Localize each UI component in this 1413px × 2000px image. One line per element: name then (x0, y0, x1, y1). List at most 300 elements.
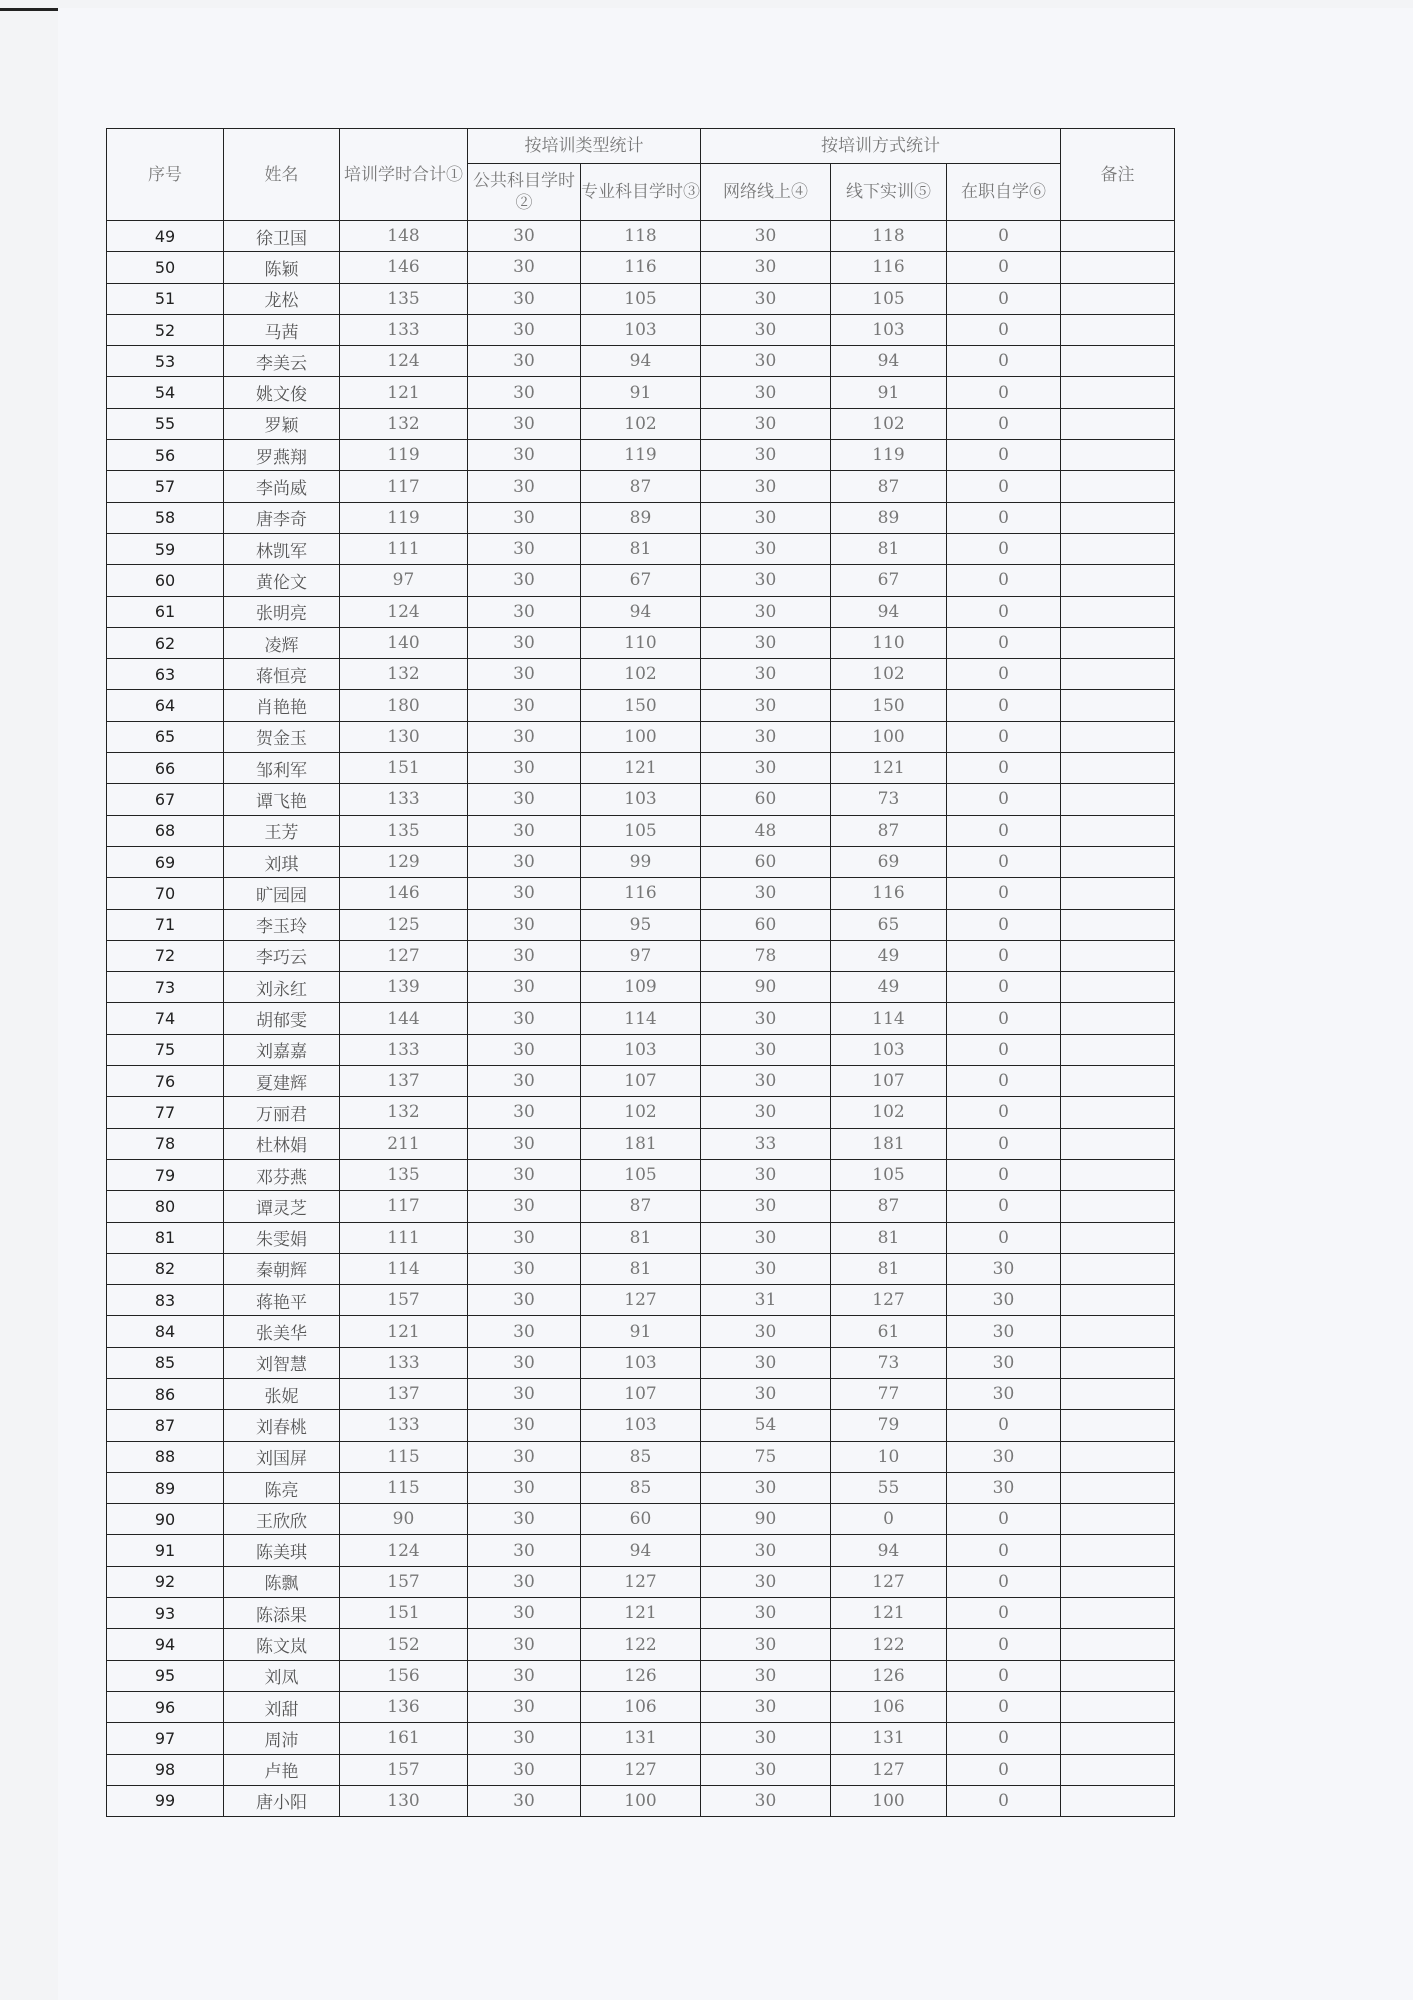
cell-online: 30 (701, 408, 831, 439)
cell-total: 119 (340, 502, 468, 533)
cell-name: 张美华 (224, 1316, 340, 1347)
cell-online: 30 (701, 1629, 831, 1660)
cell-total: 157 (340, 1566, 468, 1597)
header-by-type: 按培训类型统计 (468, 129, 701, 164)
cell-seq: 93 (107, 1598, 224, 1629)
cell-self-study: 0 (947, 1128, 1061, 1159)
cell-public: 30 (468, 1285, 581, 1316)
cell-public: 30 (468, 565, 581, 596)
cell-seq: 73 (107, 972, 224, 1003)
cell-self-study: 0 (947, 1723, 1061, 1754)
cell-seq: 76 (107, 1066, 224, 1097)
cell-professional: 67 (581, 565, 701, 596)
cell-name: 刘国屏 (224, 1441, 340, 1472)
cell-professional: 116 (581, 252, 701, 283)
cell-online: 90 (701, 972, 831, 1003)
cell-public: 30 (468, 1691, 581, 1722)
cell-online: 30 (701, 1034, 831, 1065)
cell-public: 30 (468, 1191, 581, 1222)
cell-seq: 56 (107, 440, 224, 471)
cell-name: 陈颖 (224, 252, 340, 283)
cell-name: 卢艳 (224, 1754, 340, 1785)
cell-self-study: 0 (947, 909, 1061, 940)
cell-seq: 52 (107, 314, 224, 345)
cell-professional: 81 (581, 1222, 701, 1253)
cell-public: 30 (468, 283, 581, 314)
cell-total: 144 (340, 1003, 468, 1034)
cell-seq: 99 (107, 1785, 224, 1816)
cell-total: 124 (340, 346, 468, 377)
cell-remarks (1061, 440, 1175, 471)
cell-professional: 122 (581, 1629, 701, 1660)
cell-name: 马茜 (224, 314, 340, 345)
cell-self-study: 30 (947, 1347, 1061, 1378)
cell-professional: 94 (581, 346, 701, 377)
cell-total: 136 (340, 1691, 468, 1722)
cell-seq: 74 (107, 1003, 224, 1034)
cell-total: 124 (340, 1535, 468, 1566)
cell-offline: 81 (831, 533, 947, 564)
training-hours-table (106, 128, 1175, 1817)
cell-public: 30 (468, 1034, 581, 1065)
cell-public: 30 (468, 1441, 581, 1472)
cell-remarks (1061, 1566, 1175, 1597)
cell-public: 30 (468, 1535, 581, 1566)
cell-self-study: 0 (947, 1504, 1061, 1535)
cell-self-study: 0 (947, 408, 1061, 439)
cell-seq: 57 (107, 471, 224, 502)
cell-name: 李尚威 (224, 471, 340, 502)
cell-self-study: 0 (947, 533, 1061, 564)
cell-offline: 150 (831, 690, 947, 721)
cell-remarks (1061, 1159, 1175, 1190)
cell-name: 蒋恒亮 (224, 659, 340, 690)
cell-public: 30 (468, 314, 581, 345)
table-row (107, 1535, 1175, 1566)
cell-public: 30 (468, 1128, 581, 1159)
cell-self-study: 0 (947, 784, 1061, 815)
cell-total: 119 (340, 440, 468, 471)
cell-public: 30 (468, 408, 581, 439)
cell-total: 156 (340, 1660, 468, 1691)
cell-total: 132 (340, 408, 468, 439)
cell-total: 146 (340, 878, 468, 909)
cell-total: 146 (340, 252, 468, 283)
cell-total: 117 (340, 1191, 468, 1222)
cell-online: 30 (701, 471, 831, 502)
cell-total: 90 (340, 1504, 468, 1535)
cell-name: 王欣欣 (224, 1504, 340, 1535)
cell-online: 30 (701, 1691, 831, 1722)
cell-professional: 103 (581, 314, 701, 345)
cell-seq: 79 (107, 1159, 224, 1190)
cell-self-study: 0 (947, 1222, 1061, 1253)
cell-professional: 127 (581, 1285, 701, 1316)
cell-seq: 72 (107, 940, 224, 971)
cell-public: 30 (468, 533, 581, 564)
table-body (107, 221, 1175, 1817)
table-row (107, 909, 1175, 940)
cell-remarks (1061, 1441, 1175, 1472)
cell-total: 117 (340, 471, 468, 502)
cell-remarks (1061, 846, 1175, 877)
cell-offline: 126 (831, 1660, 947, 1691)
cell-remarks (1061, 721, 1175, 752)
cell-professional: 118 (581, 221, 701, 252)
cell-self-study: 0 (947, 1629, 1061, 1660)
cell-offline: 102 (831, 408, 947, 439)
cell-total: 115 (340, 1441, 468, 1472)
cell-name: 刘智慧 (224, 1347, 340, 1378)
cell-total: 211 (340, 1128, 468, 1159)
cell-remarks (1061, 471, 1175, 502)
cell-online: 30 (701, 1253, 831, 1284)
cell-offline: 102 (831, 1097, 947, 1128)
cell-public: 30 (468, 972, 581, 1003)
cell-self-study: 30 (947, 1441, 1061, 1472)
cell-name: 杜林娟 (224, 1128, 340, 1159)
cell-name: 谭飞艳 (224, 784, 340, 815)
cell-online: 30 (701, 1097, 831, 1128)
cell-online: 30 (701, 565, 831, 596)
cell-online: 48 (701, 815, 831, 846)
cell-self-study: 0 (947, 565, 1061, 596)
cell-total: 152 (340, 1629, 468, 1660)
cell-offline: 10 (831, 1441, 947, 1472)
cell-seq: 86 (107, 1378, 224, 1409)
header-name: 姓名 (224, 129, 340, 221)
cell-total: 132 (340, 1097, 468, 1128)
cell-professional: 109 (581, 972, 701, 1003)
cell-professional: 105 (581, 815, 701, 846)
table-row (107, 1003, 1175, 1034)
cell-self-study: 0 (947, 283, 1061, 314)
cell-remarks (1061, 1316, 1175, 1347)
table-row (107, 1222, 1175, 1253)
cell-professional: 105 (581, 1159, 701, 1190)
cell-total: 129 (340, 846, 468, 877)
cell-professional: 150 (581, 690, 701, 721)
cell-online: 60 (701, 784, 831, 815)
cell-professional: 95 (581, 909, 701, 940)
cell-public: 30 (468, 1472, 581, 1503)
cell-seq: 85 (107, 1347, 224, 1378)
cell-total: 161 (340, 1723, 468, 1754)
cell-online: 30 (701, 659, 831, 690)
cell-online: 30 (701, 1347, 831, 1378)
cell-seq: 66 (107, 753, 224, 784)
cell-seq: 81 (107, 1222, 224, 1253)
cell-remarks (1061, 1128, 1175, 1159)
cell-total: 121 (340, 1316, 468, 1347)
cell-remarks (1061, 1034, 1175, 1065)
cell-name: 朱雯娟 (224, 1222, 340, 1253)
cell-seq: 53 (107, 346, 224, 377)
cell-remarks (1061, 1378, 1175, 1409)
cell-public: 30 (468, 1410, 581, 1441)
cell-offline: 122 (831, 1629, 947, 1660)
cell-seq: 68 (107, 815, 224, 846)
cell-self-study: 0 (947, 1410, 1061, 1441)
cell-online: 30 (701, 1566, 831, 1597)
cell-online: 60 (701, 846, 831, 877)
cell-remarks (1061, 1504, 1175, 1535)
table-row (107, 1723, 1175, 1754)
table-row (107, 408, 1175, 439)
cell-remarks (1061, 1629, 1175, 1660)
cell-name: 陈文岚 (224, 1629, 340, 1660)
cell-self-study: 30 (947, 1253, 1061, 1284)
cell-public: 30 (468, 1097, 581, 1128)
cell-professional: 94 (581, 1535, 701, 1566)
cell-seq: 92 (107, 1566, 224, 1597)
table-row (107, 1159, 1175, 1190)
cell-total: 124 (340, 596, 468, 627)
cell-online: 30 (701, 1723, 831, 1754)
cell-self-study: 0 (947, 471, 1061, 502)
table-row (107, 533, 1175, 564)
cell-offline: 127 (831, 1285, 947, 1316)
table-row (107, 1472, 1175, 1503)
cell-offline: 127 (831, 1566, 947, 1597)
cell-seq: 77 (107, 1097, 224, 1128)
cell-online: 30 (701, 377, 831, 408)
cell-seq: 51 (107, 283, 224, 314)
cell-self-study: 0 (947, 721, 1061, 752)
cell-name: 刘春桃 (224, 1410, 340, 1441)
cell-offline: 118 (831, 221, 947, 252)
table-row (107, 1316, 1175, 1347)
cell-professional: 100 (581, 1785, 701, 1816)
cell-remarks (1061, 690, 1175, 721)
cell-offline: 49 (831, 972, 947, 1003)
cell-offline: 69 (831, 846, 947, 877)
cell-self-study: 0 (947, 1691, 1061, 1722)
cell-remarks (1061, 565, 1175, 596)
cell-seq: 60 (107, 565, 224, 596)
cell-online: 30 (701, 1222, 831, 1253)
cell-remarks (1061, 1598, 1175, 1629)
table-row (107, 846, 1175, 877)
cell-total: 115 (340, 1472, 468, 1503)
cell-name: 胡郁雯 (224, 1003, 340, 1034)
cell-name: 林凯军 (224, 533, 340, 564)
cell-professional: 116 (581, 878, 701, 909)
cell-offline: 91 (831, 377, 947, 408)
cell-seq: 62 (107, 627, 224, 658)
cell-seq: 55 (107, 408, 224, 439)
cell-self-study: 0 (947, 314, 1061, 345)
cell-offline: 81 (831, 1253, 947, 1284)
cell-remarks (1061, 252, 1175, 283)
cell-total: 157 (340, 1754, 468, 1785)
cell-public: 30 (468, 1003, 581, 1034)
cell-online: 30 (701, 753, 831, 784)
cell-public: 30 (468, 440, 581, 471)
header-online: 网络线上④ (701, 164, 831, 221)
table-row (107, 596, 1175, 627)
cell-online: 75 (701, 1441, 831, 1472)
cell-seq: 49 (107, 221, 224, 252)
cell-professional: 99 (581, 846, 701, 877)
table-row (107, 252, 1175, 283)
cell-name: 陈添果 (224, 1598, 340, 1629)
cell-self-study: 30 (947, 1378, 1061, 1409)
cell-offline: 105 (831, 1159, 947, 1190)
cell-seq: 89 (107, 1472, 224, 1503)
cell-remarks (1061, 1660, 1175, 1691)
cell-seq: 67 (107, 784, 224, 815)
cell-total: 125 (340, 909, 468, 940)
cell-remarks (1061, 1253, 1175, 1284)
cell-professional: 97 (581, 940, 701, 971)
table-row (107, 1785, 1175, 1816)
table-row (107, 659, 1175, 690)
cell-name: 唐李奇 (224, 502, 340, 533)
cell-self-study: 0 (947, 1034, 1061, 1065)
cell-public: 30 (468, 502, 581, 533)
header-remarks: 备注 (1061, 129, 1175, 221)
cell-offline: 87 (831, 1191, 947, 1222)
cell-professional: 103 (581, 1347, 701, 1378)
cell-name: 贺金玉 (224, 721, 340, 752)
cell-online: 60 (701, 909, 831, 940)
cell-offline: 100 (831, 721, 947, 752)
cell-seq: 91 (107, 1535, 224, 1566)
cell-name: 凌辉 (224, 627, 340, 658)
cell-total: 127 (340, 940, 468, 971)
cell-public: 30 (468, 690, 581, 721)
cell-seq: 69 (107, 846, 224, 877)
cell-total: 133 (340, 784, 468, 815)
cell-offline: 77 (831, 1378, 947, 1409)
cell-remarks (1061, 283, 1175, 314)
cell-total: 114 (340, 1253, 468, 1284)
cell-professional: 127 (581, 1754, 701, 1785)
cell-remarks (1061, 972, 1175, 1003)
cell-seq: 84 (107, 1316, 224, 1347)
table-row (107, 440, 1175, 471)
cell-online: 78 (701, 940, 831, 971)
cell-self-study: 0 (947, 659, 1061, 690)
cell-total: 180 (340, 690, 468, 721)
cell-offline: 0 (831, 1504, 947, 1535)
header-self-study: 在职自学⑥ (947, 164, 1061, 221)
cell-name: 李美云 (224, 346, 340, 377)
cell-name: 夏建辉 (224, 1066, 340, 1097)
cell-offline: 81 (831, 1222, 947, 1253)
table-row (107, 1441, 1175, 1472)
cell-offline: 49 (831, 940, 947, 971)
cell-professional: 106 (581, 1691, 701, 1722)
cell-self-study: 0 (947, 627, 1061, 658)
cell-professional: 121 (581, 1598, 701, 1629)
cell-remarks (1061, 1754, 1175, 1785)
cell-offline: 105 (831, 283, 947, 314)
table-row (107, 1066, 1175, 1097)
cell-online: 30 (701, 1754, 831, 1785)
cell-professional: 114 (581, 1003, 701, 1034)
cell-self-study: 0 (947, 1566, 1061, 1597)
cell-online: 30 (701, 690, 831, 721)
cell-professional: 126 (581, 1660, 701, 1691)
header-total-hours: 培训学时合计① (340, 129, 468, 221)
cell-remarks (1061, 1785, 1175, 1816)
cell-name: 李玉玲 (224, 909, 340, 940)
cell-remarks (1061, 909, 1175, 940)
cell-seq: 59 (107, 533, 224, 564)
cell-name: 李巧云 (224, 940, 340, 971)
cell-public: 30 (468, 377, 581, 408)
cell-name: 罗燕翔 (224, 440, 340, 471)
cell-offline: 73 (831, 1347, 947, 1378)
cell-self-study: 0 (947, 346, 1061, 377)
table-row (107, 1754, 1175, 1785)
cell-total: 151 (340, 1598, 468, 1629)
cell-offline: 110 (831, 627, 947, 658)
cell-online: 30 (701, 1066, 831, 1097)
cell-name: 罗颖 (224, 408, 340, 439)
cell-remarks (1061, 1723, 1175, 1754)
cell-professional: 102 (581, 408, 701, 439)
cell-offline: 102 (831, 659, 947, 690)
cell-public: 30 (468, 1660, 581, 1691)
cell-public: 30 (468, 346, 581, 377)
cell-name: 蒋艳平 (224, 1285, 340, 1316)
cell-professional: 102 (581, 659, 701, 690)
cell-remarks (1061, 1347, 1175, 1378)
cell-remarks (1061, 627, 1175, 658)
cell-seq: 70 (107, 878, 224, 909)
cell-name: 王芳 (224, 815, 340, 846)
table-row (107, 1034, 1175, 1065)
cell-public: 30 (468, 1222, 581, 1253)
cell-public: 30 (468, 1347, 581, 1378)
cell-public: 30 (468, 1159, 581, 1190)
cell-professional: 94 (581, 596, 701, 627)
table-row (107, 690, 1175, 721)
cell-professional: 131 (581, 1723, 701, 1754)
cell-public: 30 (468, 221, 581, 252)
cell-professional: 103 (581, 1410, 701, 1441)
cell-professional: 91 (581, 377, 701, 408)
cell-self-study: 0 (947, 502, 1061, 533)
cell-public: 30 (468, 815, 581, 846)
cell-offline: 87 (831, 471, 947, 502)
cell-offline: 116 (831, 252, 947, 283)
cell-name: 周沛 (224, 1723, 340, 1754)
cell-professional: 127 (581, 1566, 701, 1597)
cell-total: 111 (340, 533, 468, 564)
cell-name: 刘永红 (224, 972, 340, 1003)
cell-online: 30 (701, 440, 831, 471)
cell-professional: 87 (581, 471, 701, 502)
cell-seq: 90 (107, 1504, 224, 1535)
cell-name: 张明亮 (224, 596, 340, 627)
cell-online: 30 (701, 1472, 831, 1503)
cell-remarks (1061, 1003, 1175, 1034)
cell-self-study: 0 (947, 940, 1061, 971)
cell-public: 30 (468, 1598, 581, 1629)
cell-total: 140 (340, 627, 468, 658)
cell-seq: 50 (107, 252, 224, 283)
table-row (107, 1097, 1175, 1128)
cell-self-study: 0 (947, 440, 1061, 471)
cell-self-study: 0 (947, 1003, 1061, 1034)
cell-seq: 65 (107, 721, 224, 752)
cell-offline: 89 (831, 502, 947, 533)
cell-online: 30 (701, 502, 831, 533)
